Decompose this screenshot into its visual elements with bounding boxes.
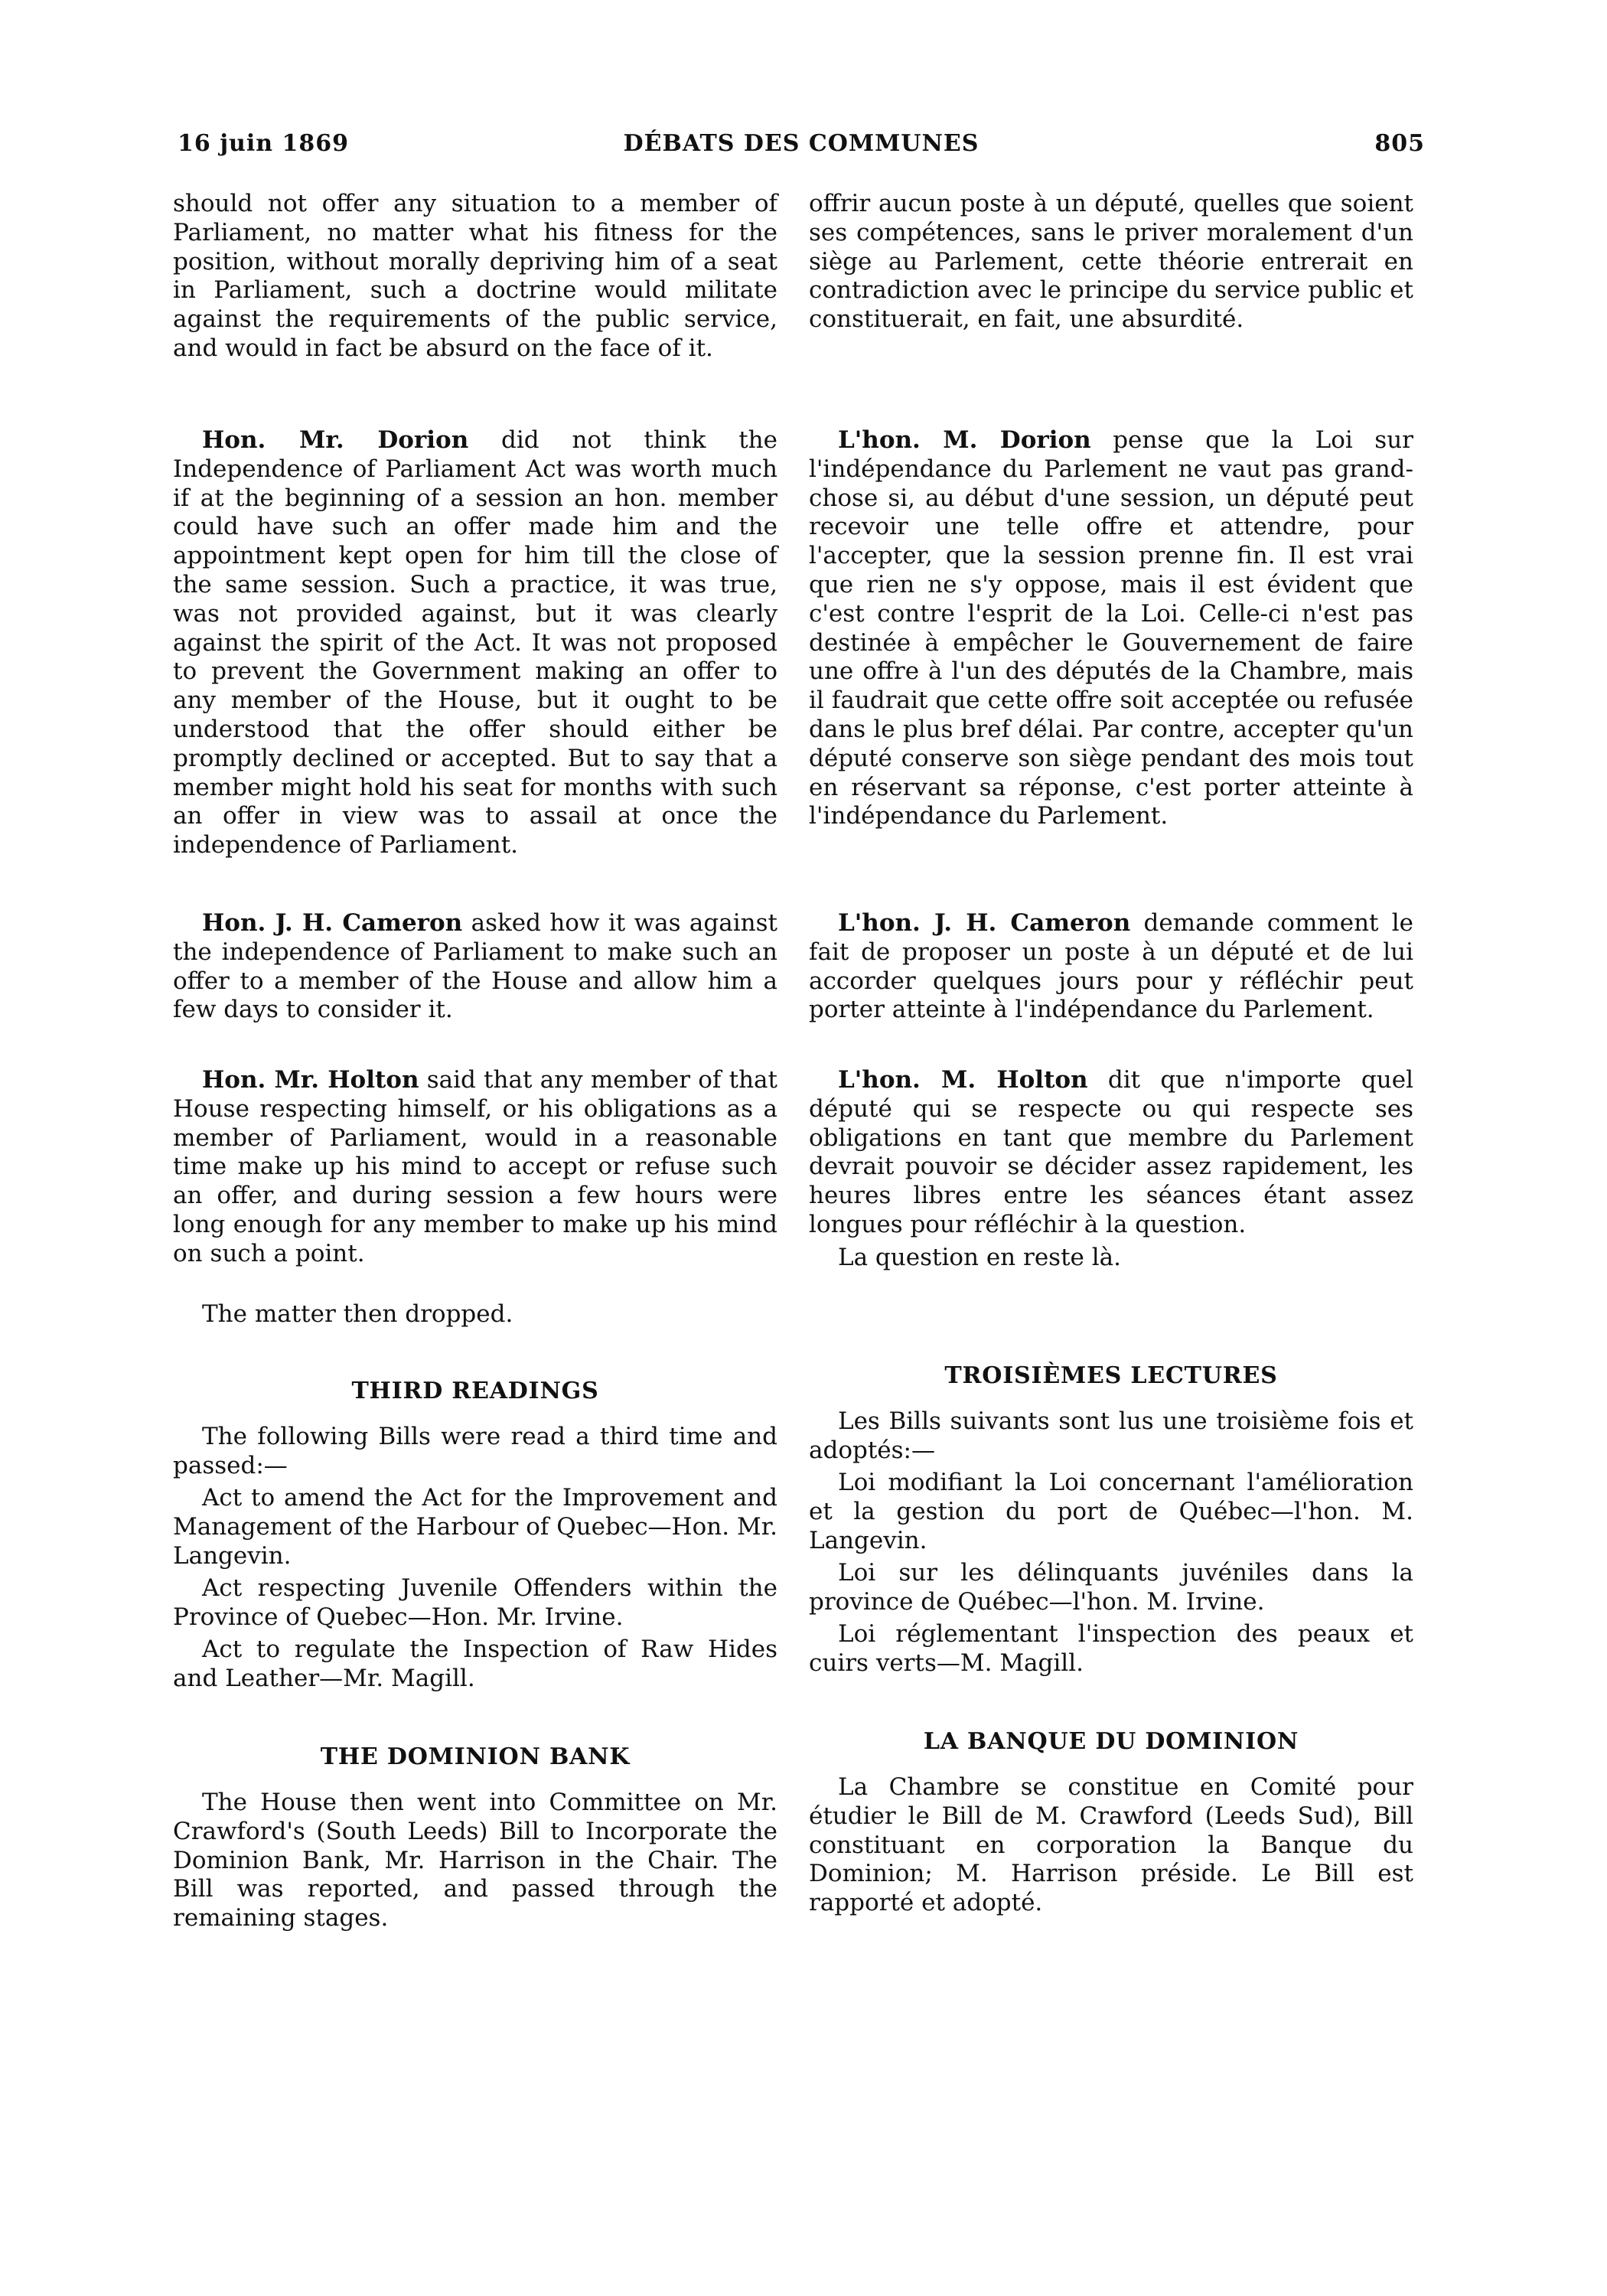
- speaker-name: L'hon. J. H. Cameron: [838, 909, 1131, 937]
- speaker-name: Hon. J. H. Cameron: [202, 909, 463, 937]
- section-heading-third-readings: THIRD READINGS: [351, 1378, 599, 1404]
- dorion-paragraph: [809, 426, 1413, 860]
- bill-item: Act to regulate the Inspection of Raw Hides and Leather—Mr. Magill.: [173, 1636, 777, 1692]
- header-title: DÉBATS DES COMMUNES: [623, 130, 980, 157]
- speech-text: pense que la Loi sur l'indépendance du Parlement ne vaut pas grand-chose si, au début d'une session, un député peut recevoir une telle offre et attendre, pour l'accepter, que la session prenne fin. Il est vrai que rien ne s'y oppose, mais il est évident que c'est contre l'esprit de la Loi. Celle-ci n'est pas destinée à empêcher le Gouvernement de faire une offre à l'un des députés de la Chambre, mais il faudrait que cette offre soit acceptée ou refusée dans le plus bref délai. Par contre, accepter qu'un député conserve son siège pendant des mois tout en réservant sa réponse, c'est porter atteinte à l'indépendance du Parlement.: [809, 426, 1413, 830]
- matter-dropped-text: The matter then dropped.: [202, 1300, 513, 1328]
- dorion-paragraph: [173, 426, 777, 889]
- header-date: 16 juin 1869: [178, 130, 350, 157]
- matter-dropped-text: La question en reste là.: [838, 1244, 1121, 1271]
- bill-item: Act to amend the Act for the Improvement and Management of the Harbour of Quebec—Hon. Mr. Langevin.: [173, 1484, 777, 1570]
- speech-text: did not think the Independence of Parliament Act was worth much if at the beginning of a session an hon. member could have such an offer made him and the appointment kept open for him till the close of the same session. Such a practice, it was true, was not provided against, but it was clearly against the spirit of the Act. It was not proposed to prevent the Government making an offer to any member of the House, but it ought to be understood that the offer should either be promptly declined or accepted. But to say that a member might hold his seat for months with such an offer in view was to assail at once the independence of Parliament.: [173, 426, 777, 859]
- cameron-paragraph: [173, 909, 777, 1024]
- section-heading-dominion-bank: THE DOMINION BANK: [320, 1743, 631, 1770]
- cameron-paragraph: [809, 909, 1413, 1026]
- speech-text: dit que n'importe quel député qui se respecte ou qui respecte ses obligations en tant que membre du Parlement devrait pouvoir se décider assez rapidement, les heures libres entre les séances étant assez longues pour réfléchir à la question.: [809, 1066, 1413, 1238]
- speech-text: demande comment le fait de proposer un poste à un député et de lui accorder quelques jours pour y réfléchir peut porter atteinte à l'indépendance du Parlement.: [809, 909, 1413, 1024]
- speaker-name: L'hon. M. Dorion: [838, 426, 1091, 454]
- section-heading-dominion-bank: LA BANQUE DU DOMINION: [923, 1728, 1299, 1755]
- speech-text: said that any member of that House respecting himself, or his obligations as a member of Parliament, would in a reasonable time make up his mind to accept or refuse such an offer, and during session a few hours were long enough for any member to make up his mind on such a point.: [173, 1066, 777, 1267]
- continuation-paragraph: offrir aucun poste à un député, quelles que soient ses compétences, sans le priver moralement d'un siège au Parlement, cette théorie entrerait en contradiction avec le principe du service public et constituerait, en fait, une absurdité.: [809, 190, 1413, 334]
- holton-paragraph: [173, 1066, 777, 1297]
- bill-item: Loi réglementant l'inspection des peaux et cuirs verts—M. Magill.: [809, 1620, 1413, 1677]
- dominion-bank-paragraph: The House then went into Committee on Mr. Crawford's (South Leeds) Bill to Incorporate the Dominion Bank, Mr. Harrison in the Chair. The Bill was reported, and passed through the remaining stages.: [173, 1789, 777, 1932]
- bill-item: Loi modifiant la Loi concernant l'amélioration et la gestion du port de Québec—l'hon. M. Langevin.: [809, 1469, 1413, 1554]
- holton-paragraph: [809, 1066, 1413, 1241]
- bill-item: Act respecting Juvenile Offenders within the Province of Quebec—Hon. Mr. Irvine.: [173, 1574, 777, 1631]
- section-heading-third-readings: TROISIÈMES LECTURES: [944, 1362, 1278, 1389]
- page-header: [178, 130, 1425, 168]
- third-readings-intro: The following Bills were read a third time and passed:—: [173, 1423, 777, 1479]
- speaker-name: L'hon. M. Holton: [838, 1066, 1088, 1094]
- third-readings-intro: Les Bills suivants sont lus une troisième fois et adoptés:—: [809, 1407, 1413, 1464]
- french-column: [809, 190, 1413, 1918]
- continuation-paragraph: should not offer any situation to a member of Parliament, no matter what his fitness for the position, without morally depriving him of a seat in Parliament, such a doctrine would militate against the requirements of the public service, and would in fact be absurd on the face of it.: [173, 190, 777, 362]
- speaker-name: Hon. Mr. Holton: [202, 1066, 419, 1094]
- bill-item: Loi sur les délinquants juvéniles dans la province de Québec—l'hon. M. Irvine.: [809, 1559, 1413, 1616]
- speech-text: asked how it was against the independence of Parliament to make such an offer to a member of the House and allow him a few days to consider it.: [173, 909, 777, 1024]
- page-number: 805: [1374, 130, 1425, 157]
- english-column: [173, 190, 777, 1933]
- dominion-bank-paragraph: La Chambre se constitue en Comité pour étudier le Bill de M. Crawford (Leeds Sud), Bill constituant en corporation la Banque du Dominion; M. Harrison préside. Le Bill est rapporté et adopté.: [809, 1773, 1413, 1917]
- speaker-name: Hon. Mr. Dorion: [202, 426, 469, 454]
